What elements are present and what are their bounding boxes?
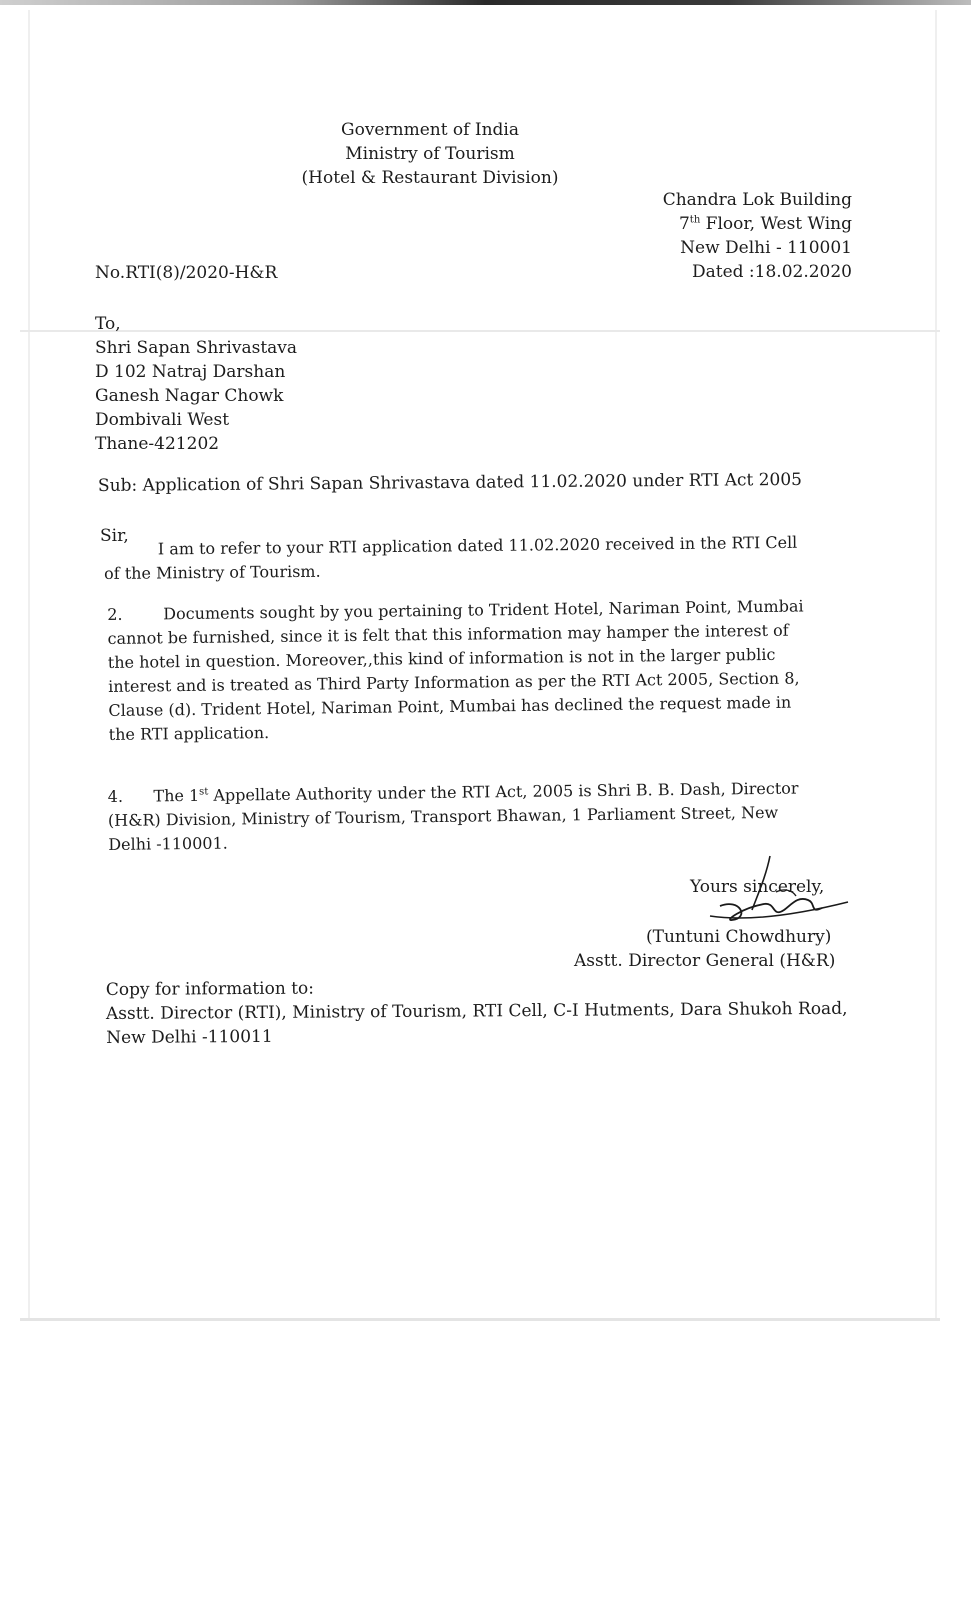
paragraph-line: the hotel in question. Moreover,,this kind of information is not in the larger public — [107, 644, 776, 673]
paragraph-line: of the Ministry of Tourism. — [104, 561, 321, 583]
paragraph-1 — [104, 531, 798, 586]
recipient-address-line: Thane-421202 — [95, 434, 220, 454]
copy-for-information — [106, 973, 848, 1050]
letter-date: Dated :18.02.2020 — [691, 262, 852, 282]
copy-recipient-line: New Delhi -110011 — [106, 1026, 273, 1048]
recipient-address-line: Dombivali West — [95, 410, 230, 430]
closing-yours-sincerely: Yours sincerely, — [690, 877, 825, 897]
scan-top-edge — [0, 0, 971, 5]
letterhead — [300, 118, 560, 190]
paragraph-line: 2. Documents sought by you pertaining to Trident Hotel, Nariman Point, Mumbai — [107, 596, 804, 625]
paragraph-line: (H&R) Division, Ministry of Tourism, Transport Bhawan, 1 Parliament Street, New — [107, 802, 779, 830]
paper-bottom-edge — [20, 1318, 940, 1321]
address-city: New Delhi - 110001 — [680, 238, 852, 258]
recipient-address-line: D 102 Natraj Darshan — [95, 362, 286, 382]
recipient-to: To, — [95, 314, 121, 334]
paragraph-2 — [107, 594, 805, 746]
paragraph-line: 4. The 1st Appellate Authority under the RTI Act, 2005 is Shri B. B. Dash, Director — [107, 778, 799, 807]
paragraph-line: Clause (d). Trident Hotel, Nariman Point, Mumbai has declined the request made in — [108, 692, 792, 720]
paragraph-line: I am to refer to your RTI application dated 11.02.2020 received in the RTI Cell — [157, 532, 798, 559]
letterhead-ministry: Ministry of Tourism — [345, 144, 515, 164]
signatory-designation: Asstt. Director General (H&R) — [574, 951, 836, 971]
paragraph-line: Delhi -110001. — [108, 833, 228, 854]
address-floor: 7th Floor, West Wing — [678, 214, 852, 234]
copy-heading: Copy for information to: — [105, 978, 315, 1001]
office-address — [620, 188, 852, 284]
recipient-address-line: Ganesh Nagar Chowk — [95, 386, 284, 406]
paragraph-4 — [108, 777, 800, 857]
paragraph-line: interest and is treated as Third Party Information as per the RTI Act 2005, Section 8, — [108, 668, 800, 696]
scan-left-edge — [28, 10, 30, 1320]
salutation: Sir, — [100, 526, 129, 546]
letterhead-division: (Hotel & Restaurant Division) — [301, 168, 559, 188]
paragraph-line: the RTI application. — [108, 723, 270, 744]
paragraph-line: cannot be furnished, since it is felt that this information may hamper the interest of — [107, 620, 789, 649]
signatory-name: (Tuntuni Chowdhury) — [646, 927, 832, 947]
scan-right-edge — [935, 10, 937, 1320]
address-building: Chandra Lok Building — [662, 190, 852, 210]
subject-line: Sub: Application of Shri Sapan Shrivastava dated 11.02.2020 under RTI Act 2005 — [97, 469, 803, 496]
copy-recipient-line: Asstt. Director (RTI), Ministry of Tourism, RTI Cell, C-I Hutments, Dara Shukoh Road, — [105, 998, 848, 1024]
recipient-block — [95, 312, 297, 456]
letterhead-government: Government of India — [341, 120, 519, 140]
reference-number: No.RTI(8)/2020-H&R — [95, 263, 278, 283]
recipient-name: Shri Sapan Shrivastava — [95, 338, 298, 358]
